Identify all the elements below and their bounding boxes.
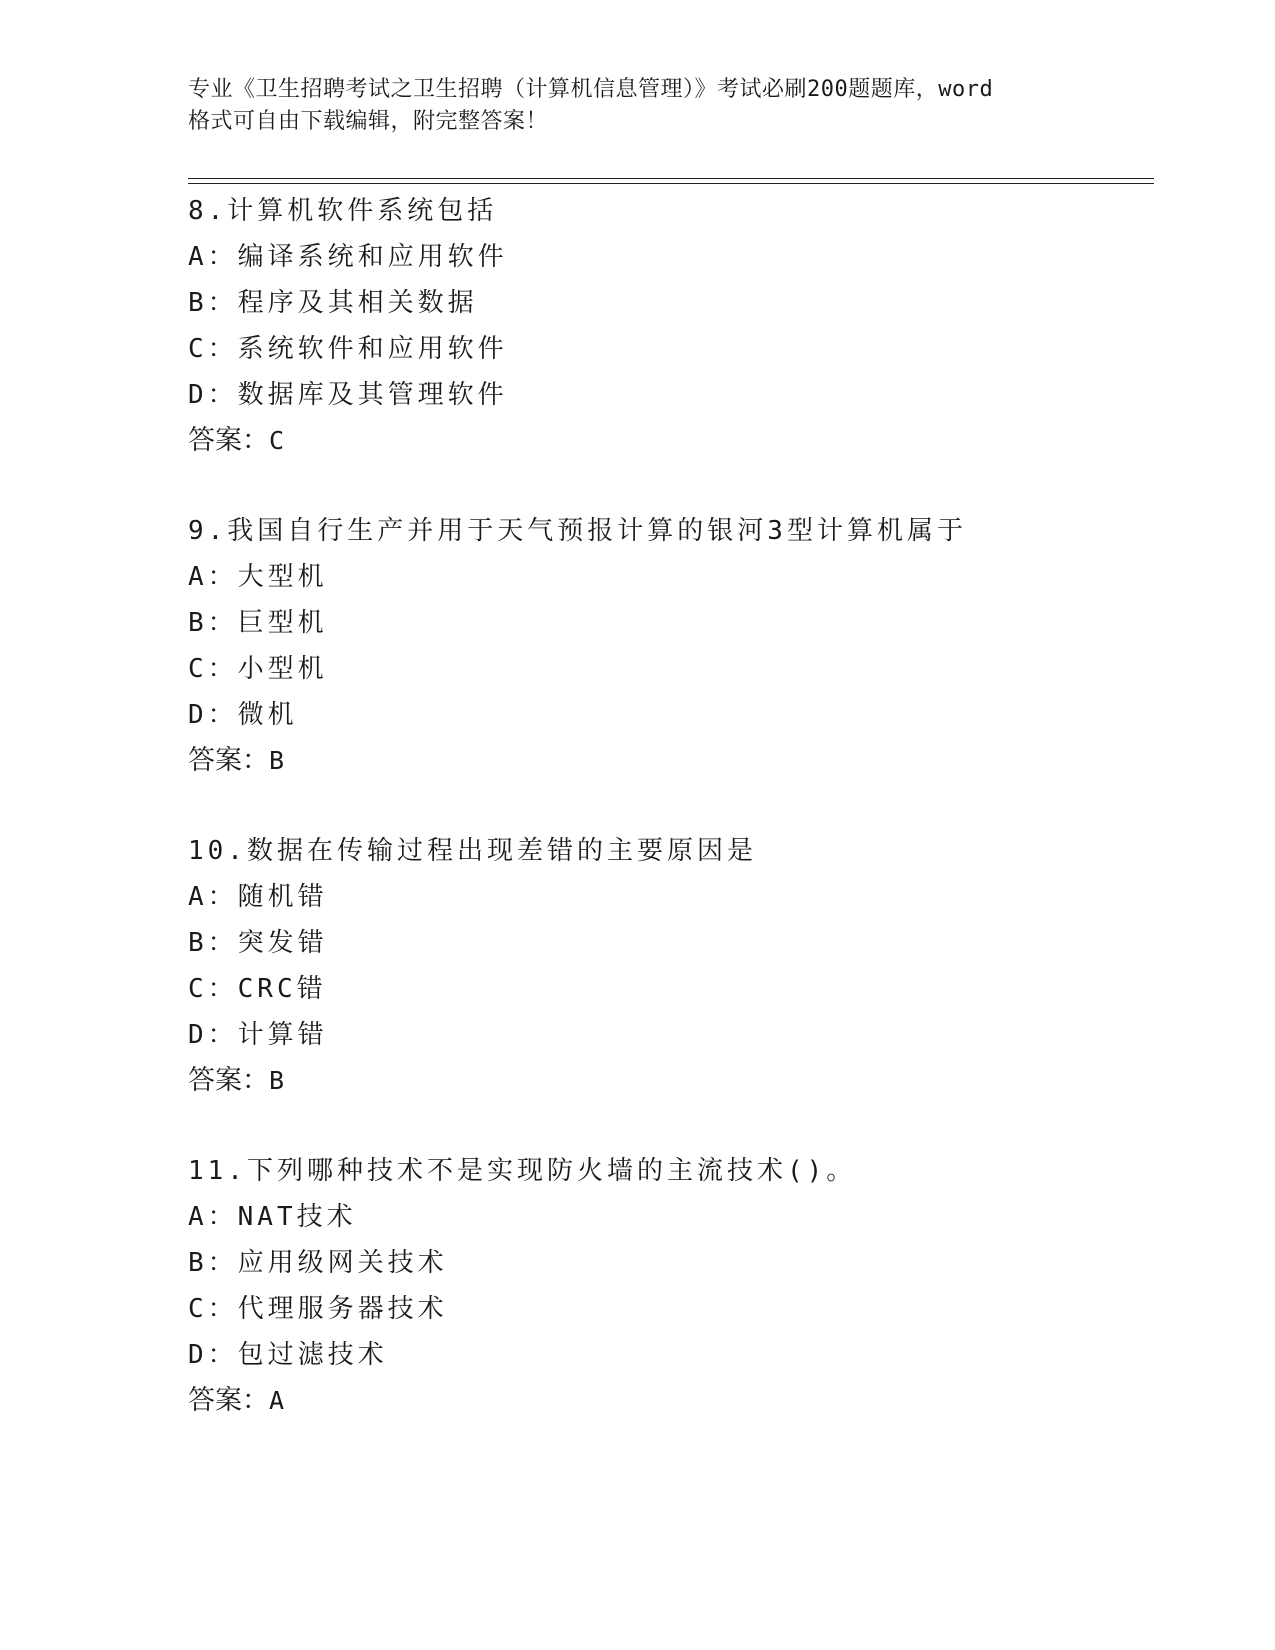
- option-a: A：随机错: [188, 882, 328, 912]
- option-c: C：代理服务器技术: [188, 1294, 448, 1324]
- question-block: [188, 508, 1148, 784]
- answer-value: A: [269, 1386, 285, 1415]
- option-d: D：包过滤技术: [188, 1340, 388, 1370]
- option-c: C：系统软件和应用软件: [188, 334, 508, 364]
- answer-value: B: [269, 1066, 285, 1095]
- answer-line: [188, 1378, 1148, 1424]
- answer-line: [188, 1058, 1148, 1104]
- answer-label: 答案：: [188, 1065, 269, 1096]
- question-stem: 9.我国自行生产并用于天气预报计算的银河3型计算机属于: [188, 516, 967, 546]
- option-b: B：巨型机: [188, 608, 328, 638]
- question-block: [188, 1148, 1148, 1424]
- header-divider-bottom: [188, 183, 1154, 184]
- question-stem: 10.数据在传输过程出现差错的主要原因是: [188, 836, 757, 866]
- header-divider-top: [188, 178, 1154, 179]
- question-block: [188, 188, 1148, 464]
- option-b: B：程序及其相关数据: [188, 288, 478, 318]
- answer-value: B: [269, 746, 285, 775]
- answer-line: [188, 418, 1148, 464]
- answer-label: 答案：: [188, 1385, 269, 1416]
- question-block: [188, 828, 1148, 1104]
- option-d: D：微机: [188, 700, 298, 730]
- option-a: A：大型机: [188, 562, 328, 592]
- answer-line: [188, 738, 1148, 784]
- option-b: B：突发错: [188, 928, 328, 958]
- answer-label: 答案：: [188, 425, 269, 456]
- option-a: A：NAT技术: [188, 1202, 357, 1232]
- option-d: D：计算错: [188, 1020, 328, 1050]
- question-stem: 8.计算机软件系统包括: [188, 196, 498, 226]
- header-line-2: 格式可自由下载编辑，附完整答案！: [188, 109, 549, 134]
- option-c: C：CRC错: [188, 974, 327, 1004]
- option-b: B：应用级网关技术: [188, 1248, 448, 1278]
- question-stem: 11.下列哪种技术不是实现防火墙的主流技术()。: [188, 1156, 857, 1186]
- header-line-1: 专业《卫生招聘考试之卫生招聘（计算机信息管理）》考试必刷200题题库，word: [188, 77, 994, 102]
- document-header: [188, 74, 1088, 138]
- answer-value: C: [269, 426, 285, 455]
- option-c: C：小型机: [188, 654, 328, 684]
- option-a: A：编译系统和应用软件: [188, 242, 508, 272]
- answer-label: 答案：: [188, 745, 269, 776]
- option-d: D：数据库及其管理软件: [188, 380, 508, 410]
